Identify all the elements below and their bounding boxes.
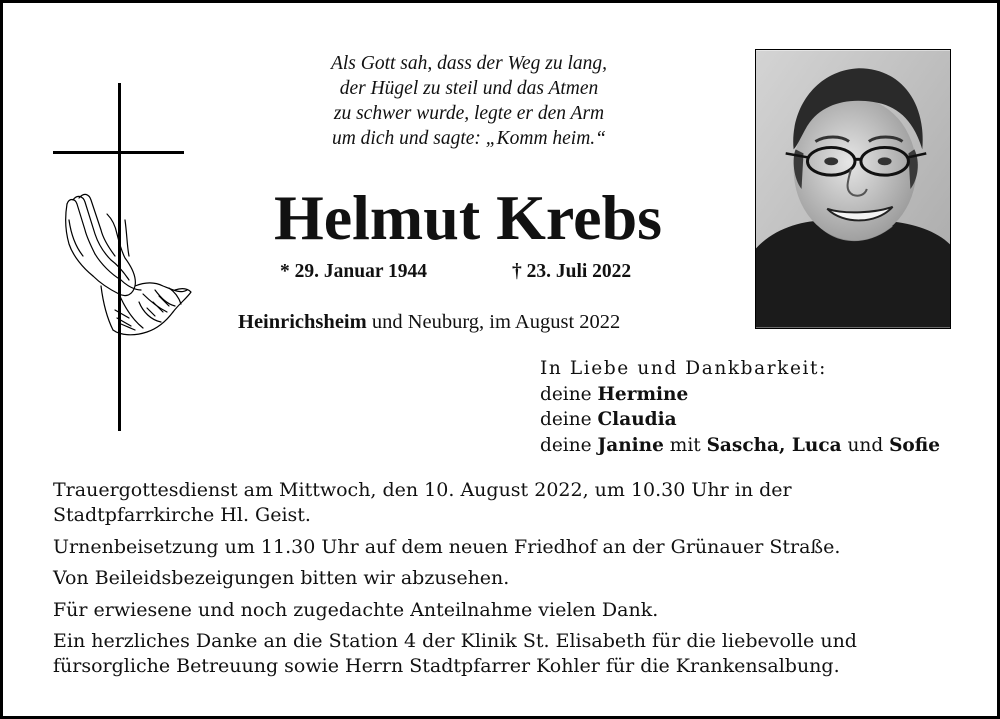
special-thanks: Ein herzliches Danke an die Station 4 der Klinik St. Elisabeth für die liebevolle und fürsorgliche Betreuung sowie Herrn Stadtpfarrer Kohler für die Krankensalbung. (53, 630, 857, 677)
cross-bar (53, 151, 184, 154)
urn-burial: Urnenbeisetzung um 11.30 Uhr auf dem neuen Friedhof an der Grünauer Straße. (53, 535, 841, 558)
mourner-name: Sofie (889, 434, 940, 456)
mourners (540, 356, 940, 458)
announcement-text (53, 478, 953, 686)
portrait-photo (755, 49, 951, 329)
death-date: † 23. Juli 2022 (512, 261, 632, 282)
place-rest: und Neuburg, im August 2022 (366, 311, 621, 333)
praying-hands-icon (55, 190, 193, 338)
mourner-name: Janine (597, 434, 664, 456)
mourner-line (540, 382, 940, 408)
mourner-name: Sascha, Luca (706, 434, 842, 456)
verse-line: der Hügel zu steil und das Atmen (339, 78, 599, 99)
funeral-service: Trauergottesdienst am Mittwoch, den 10. August 2022, um 10.30 Uhr in der Stadtpfarrkirche Hl. Geist. (53, 479, 792, 526)
mourner-line (540, 433, 940, 459)
verse-line: um dich und sagte: „Komm heim.“ (331, 128, 607, 149)
verse-line: Als Gott sah, dass der Weg zu lang, (330, 53, 608, 74)
place-bold: Heinrichsheim (238, 311, 367, 333)
birth-date: * 29. Januar 1944 (280, 261, 427, 282)
verse-line: zu schwer wurde, legte er den Arm (333, 103, 605, 124)
condolence-note: Von Beileidsbezeigungen bitten wir abzusehen. (53, 567, 510, 589)
mourner-connector: mit (663, 434, 707, 456)
mourner-prefix: deine (540, 434, 598, 456)
deceased-name: Helmut Krebs (273, 182, 663, 253)
mourner-name: Claudia (597, 409, 677, 430)
place-and-date (238, 311, 620, 334)
mourner-prefix: deine (540, 409, 598, 430)
mourner-name: Hermine (597, 383, 689, 405)
thanks-note: Für erwiesene und noch zugedachte Anteilnahme vielen Dank. (53, 598, 659, 621)
mourners-intro: In Liebe und Dankbarkeit: (540, 358, 827, 379)
mourner-connector: und (841, 434, 890, 456)
mourner-line (540, 407, 940, 433)
mourner-prefix: deine (540, 383, 598, 405)
verse (241, 51, 697, 151)
